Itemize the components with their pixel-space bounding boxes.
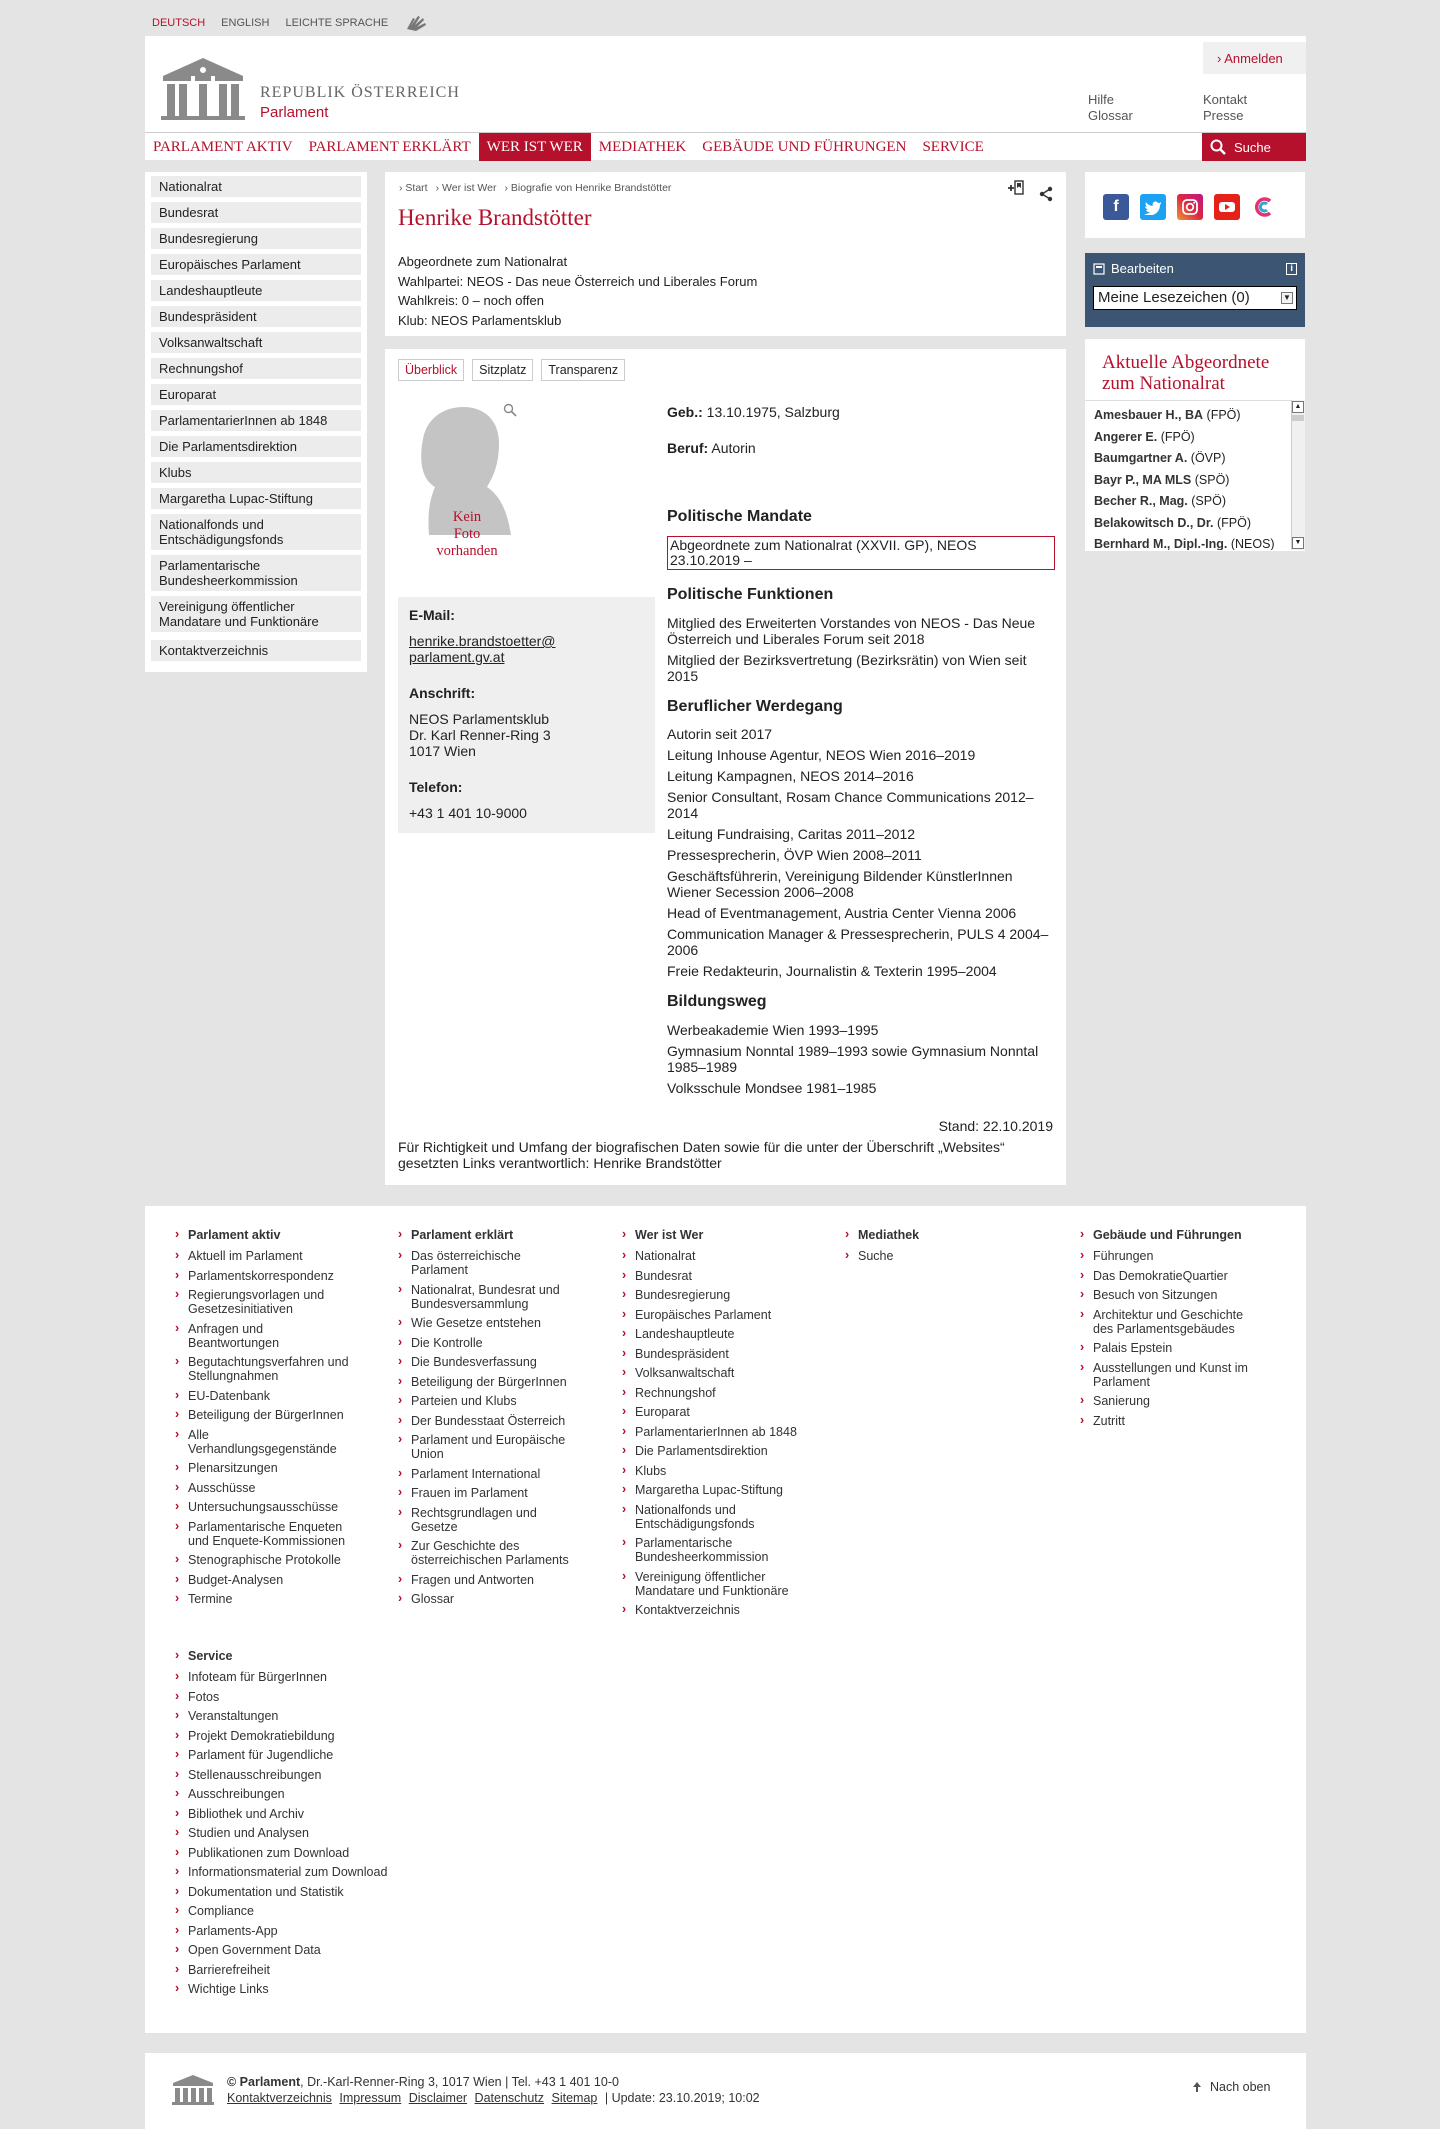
- list-item[interactable]: [1085, 448, 1305, 470]
- parliament-small-logo-icon: [171, 2073, 215, 2105]
- footer-link[interactable]: › Fotos: [175, 1690, 415, 1704]
- list-item[interactable]: [1085, 427, 1305, 449]
- footer-link[interactable]: › Nationalfonds und Entschädigungsfonds: [622, 1503, 802, 1531]
- twitter-icon[interactable]: [1140, 194, 1166, 220]
- birth-label: Geb.:: [667, 404, 703, 420]
- footer-link[interactable]: › Parlamentarische Bundesheerkommission: [622, 1536, 802, 1564]
- footer-link[interactable]: › Begutachtungsverfahren und Stellungnahmen: [175, 1355, 355, 1383]
- footer-link[interactable]: › Die Parlamentsdirektion: [622, 1444, 802, 1458]
- address-line2: Dr. Karl Renner-Ring 3: [409, 727, 551, 743]
- mediathek-app-icon[interactable]: [1251, 194, 1277, 220]
- sidebar-item-parlamentarier[interactable]: ParlamentarierInnen ab 1848: [151, 410, 361, 431]
- footer-link[interactable]: › Projekt Demokratiebildung: [175, 1729, 415, 1743]
- person-club: Klub: NEOS Parlamentsklub: [398, 312, 562, 328]
- footer-link[interactable]: › Untersuchungsausschüsse: [175, 1500, 355, 1514]
- member-name: Baumgartner A.: [1094, 451, 1188, 465]
- bookmarks-select[interactable]: [1093, 286, 1297, 310]
- email-part1: henrike.brandstoetter@: [409, 633, 556, 649]
- header-links-right: [1203, 92, 1247, 124]
- footer-link-sitemap[interactable]: Sitemap: [551, 2091, 598, 2105]
- bottom-info: [227, 2074, 760, 2106]
- footer-link[interactable]: › Budget-Analysen: [175, 1573, 355, 1587]
- sidebar-item-volksanwaltschaft[interactable]: Volksanwaltschaft: [151, 332, 361, 353]
- list-item-line: Communication Manager & Pressesprecherin, PULS 4 2004–: [667, 926, 1049, 942]
- list-item-line: Pressesprecherin, ÖVP Wien 2008–2011: [667, 847, 922, 863]
- sidebar-item-nationalfonds[interactable]: Nationalfonds und Entschädigungsfonds: [151, 514, 361, 550]
- footer-link[interactable]: › Landeshauptleute: [622, 1327, 802, 1341]
- list-item: [667, 789, 1057, 821]
- search-button[interactable]: [1202, 133, 1306, 161]
- footer-link[interactable]: › Bundesrat: [622, 1269, 802, 1283]
- list-item-line: 1985–1989: [667, 1059, 738, 1075]
- member-name: Angerer E.: [1094, 429, 1158, 444]
- footer-link[interactable]: › Frauen im Parlament: [398, 1486, 578, 1500]
- press-link[interactable]: Presse: [1203, 108, 1244, 123]
- tab-transparenz[interactable]: Transparenz: [541, 359, 625, 381]
- disclaimer-line2: gesetzten Links verantwortlich: Henrike Brandstötter: [398, 1155, 722, 1171]
- footer-link[interactable]: › Die Bundesverfassung: [398, 1355, 578, 1369]
- mandate-line1: Abgeordnete zum Nationalrat (XXVII. GP), NEOS: [670, 537, 977, 553]
- members-title: [1085, 339, 1305, 394]
- members-title-line2: zum Nationalrat: [1102, 373, 1225, 394]
- arrow-up-icon: [1192, 2081, 1202, 2093]
- member-name: Becher R., Mag.: [1094, 494, 1188, 508]
- mandate-line2: 23.10.2019 –: [670, 552, 752, 568]
- logo-title: REPUBLIK ÖSTERREICH: [260, 84, 460, 101]
- list-item-line: Head of Eventmanagement, Austria Center Vienna 2006: [667, 905, 1017, 921]
- update-date: | Update: 23.10.2019; 10:02: [604, 2091, 760, 2105]
- footer-link-kontaktverzeichnis[interactable]: Kontaktverzeichnis: [227, 2091, 332, 2105]
- members-list[interactable]: [1085, 400, 1305, 550]
- footer-heading[interactable]: › Mediathek: [845, 1228, 1025, 1242]
- footer-link[interactable]: › Europäisches Parlament: [622, 1308, 802, 1322]
- list-item-line: 2014: [667, 805, 699, 821]
- footer-link[interactable]: › Kontaktverzeichnis: [622, 1603, 802, 1617]
- zoom-icon[interactable]: [503, 403, 517, 417]
- scroll-up-icon[interactable]: ▲: [1292, 401, 1304, 413]
- education-heading: Bildungsweg: [667, 993, 767, 1010]
- footer-link[interactable]: › Sanierung: [1080, 1394, 1260, 1408]
- footer-col-gebaeude: [1080, 1228, 1260, 1433]
- address-value: [409, 711, 644, 759]
- person-party: Wahlpartei: NEOS - Das neue Österreich und Liberales Forum: [398, 273, 758, 289]
- footer-heading[interactable]: › Parlament erklärt: [398, 1228, 578, 1242]
- footer-link[interactable]: › Parlamentskorrespondenz: [175, 1269, 355, 1283]
- lang-deutsch[interactable]: DEUTSCH: [152, 17, 206, 29]
- breadcrumb-start[interactable]: › Start: [399, 182, 428, 194]
- footer-link[interactable]: › Stenographische Protokolle: [175, 1553, 355, 1567]
- member-party: (ÖVP): [1190, 451, 1226, 465]
- login-button[interactable]: [1203, 42, 1306, 74]
- login-label: Anmelden: [1224, 51, 1283, 66]
- page-title: Henrike Brandstötter: [398, 205, 592, 230]
- member-name: Bayr P., MA MLS: [1094, 472, 1192, 487]
- info-icon[interactable]: i: [1286, 263, 1297, 275]
- nav-service[interactable]: SERVICE: [922, 138, 984, 155]
- footer-heading[interactable]: › Gebäude und Führungen: [1080, 1228, 1260, 1242]
- footer-link[interactable]: › Veranstaltungen: [175, 1709, 415, 1723]
- footer-link[interactable]: › Suche: [845, 1249, 1025, 1263]
- footer-link[interactable]: › EU-Datenbank: [175, 1389, 355, 1403]
- list-item: [667, 1022, 1057, 1038]
- footer-heading[interactable]: › Service: [175, 1649, 415, 1663]
- list-item-line: Österreich und Liberales Forum seit 2018: [667, 631, 925, 647]
- footer-link[interactable]: › Parlament International: [398, 1467, 578, 1481]
- member-party: (FPÖ): [1160, 429, 1195, 444]
- nav-wer-ist-wer[interactable]: WER IST WER: [479, 133, 591, 161]
- logo-subtitle: Parlament: [260, 104, 329, 121]
- scrollbar-thumb[interactable]: [1292, 415, 1304, 421]
- sidebar-item-rechnungshof[interactable]: Rechnungshof: [151, 358, 361, 379]
- list-item-line: Leitung Inhouse Agentur, NEOS Wien 2016–2019: [667, 747, 976, 763]
- sidebar-item-landeshauptleute[interactable]: Landeshauptleute: [151, 280, 361, 301]
- language-bar: [152, 14, 430, 32]
- footer-heading[interactable]: › Wer ist Wer: [622, 1228, 802, 1242]
- sidebar-item-bundesheerkommission[interactable]: Parlamentarische Bundesheerkommission: [151, 555, 361, 591]
- breadcrumb: [399, 182, 671, 194]
- footer-link[interactable]: › Compliance: [175, 1904, 415, 1918]
- sidebar-item-bundespraesident[interactable]: Bundespräsident: [151, 306, 361, 327]
- footer-link[interactable]: › Bibliothek und Archiv: [175, 1807, 415, 1821]
- sidebar-item-eu-parlament[interactable]: Europäisches Parlament: [151, 254, 361, 275]
- footer-link[interactable]: › Fragen und Antworten: [398, 1573, 578, 1587]
- footer-link[interactable]: › Barrierefreiheit: [175, 1963, 415, 1977]
- sidebar-item-bundesrat[interactable]: Bundesrat: [151, 202, 361, 223]
- footer-link[interactable]: › Parlamentarische Enqueten und Enquete-Kommissionen: [175, 1520, 355, 1548]
- person-role: Abgeordnete zum Nationalrat: [398, 254, 568, 269]
- mandate-item: [667, 536, 1055, 570]
- glossary-link[interactable]: Glossar: [1088, 108, 1133, 123]
- list-item-line: Geschäftsführerin, Vereinigung Bildender KünstlerInnen: [667, 868, 1013, 884]
- nav-gebaeude[interactable]: GEBÄUDE UND FÜHRUNGEN: [702, 138, 907, 155]
- help-link[interactable]: Hilfe: [1088, 92, 1115, 107]
- profile-photo-placeholder[interactable]: [407, 399, 527, 559]
- list-item: [667, 747, 1057, 763]
- list-item-line: Freie Redakteurin, Journalistin & Texterin 1995–2004: [667, 963, 997, 979]
- list-item-line: Gymnasium Nonntal 1989–1993 sowie Gymnasium Nonntal: [667, 1043, 1039, 1059]
- list-item: [667, 1043, 1057, 1075]
- list-item[interactable]: [1085, 405, 1305, 427]
- tab-sitzplatz[interactable]: Sitzplatz: [472, 359, 533, 381]
- footer-link[interactable]: › Wichtige Links: [175, 1982, 415, 1996]
- footer-col-parlament-erklaert: [398, 1228, 578, 1612]
- youtube-icon[interactable]: [1214, 194, 1240, 220]
- list-item-line: Leitung Fundraising, Caritas 2011–2012: [667, 826, 916, 842]
- footer-link[interactable]: › Klubs: [622, 1464, 802, 1478]
- footer-col-mediathek: [845, 1228, 1025, 1269]
- address-label: Anschrift:: [409, 685, 476, 701]
- copyright: © Parlament: [227, 2075, 301, 2089]
- sidebar-item-vereinigung[interactable]: Vereinigung öffentlicher Mandatare und Funktionäre: [151, 596, 361, 632]
- email-part2: parlament.gv.at: [409, 649, 505, 665]
- scroll-down-icon[interactable]: ▼: [1292, 537, 1304, 549]
- list-item-line: 2015: [667, 668, 699, 684]
- nav-parlament-erklaert[interactable]: PARLAMENT ERKLÄRT: [308, 138, 471, 155]
- job-label: Beruf:: [667, 440, 709, 456]
- list-item-line: Mitglied des Erweiterten Vorstandes von NEOS - Das Neue: [667, 615, 1036, 631]
- bookmarks-select-value: Meine Lesezeichen (0): [1098, 289, 1250, 306]
- edit-icon: [1093, 263, 1105, 275]
- footer-link[interactable]: › Palais Epstein: [1080, 1341, 1260, 1355]
- footer-link[interactable]: › Volksanwaltschaft: [622, 1366, 802, 1380]
- footer-link[interactable]: › Glossar: [398, 1592, 578, 1606]
- footer-link[interactable]: › Publikationen zum Download: [175, 1846, 415, 1860]
- sidebar-item-lupac[interactable]: Margaretha Lupac-Stiftung: [151, 488, 361, 509]
- left-sidebar: [145, 172, 367, 672]
- footer-sitemap: [145, 1206, 1306, 2033]
- no-photo-line1: Kein: [452, 509, 482, 525]
- header-links-left: [1088, 92, 1133, 124]
- footer-link[interactable]: › Stellenausschreibungen: [175, 1768, 415, 1782]
- footer-link[interactable]: › Open Government Data: [175, 1943, 415, 1957]
- list-item-line: Mitglied der Bezirksvertretung (Bezirksrätin) von Wien seit: [667, 652, 1027, 668]
- no-photo-line2: Foto: [453, 526, 481, 542]
- footer-col-parlament-aktiv: [175, 1228, 355, 1612]
- sidebar-item-kontaktverzeichnis[interactable]: Kontaktverzeichnis: [151, 640, 361, 661]
- footer-link[interactable]: › Regierungsvorlagen und Gesetzesinitiativen: [175, 1288, 355, 1316]
- footer-link[interactable]: › Informationsmaterial zum Download: [175, 1865, 415, 1879]
- site-header: [145, 36, 1306, 160]
- footer-link[interactable]: › Die Kontrolle: [398, 1336, 578, 1350]
- breadcrumb-wer-ist-wer[interactable]: › Wer ist Wer: [436, 182, 497, 194]
- back-to-top-link[interactable]: [1192, 2080, 1270, 2094]
- list-item: [667, 1080, 1057, 1096]
- no-photo-text: [407, 509, 527, 560]
- footer-link[interactable]: › Margaretha Lupac-Stiftung: [622, 1483, 802, 1497]
- education-list: [667, 1022, 1057, 1101]
- list-item-line: Volksschule Mondsee 1981–1985: [667, 1080, 877, 1096]
- disclaimer-line1: Für Richtigkeit und Umfang der biografischen Daten sowie für die unter der Überschrift „Websites“: [398, 1139, 1005, 1155]
- footer-link[interactable]: › Parteien und Klubs: [398, 1394, 578, 1408]
- list-item: [667, 652, 1057, 684]
- list-item-line: Autorin seit 2017: [667, 726, 773, 742]
- chevron-right-icon: ›: [1217, 51, 1222, 66]
- stand-date: Stand: 22.10.2019: [938, 1118, 1053, 1134]
- bookmarks-panel: [1085, 253, 1305, 327]
- footer-link[interactable]: › Beteiligung der BürgerInnen: [398, 1375, 578, 1389]
- member-name: Bernhard M., Dipl.-Ing.: [1094, 537, 1228, 550]
- footer-link[interactable]: › Ausschreibungen: [175, 1787, 415, 1801]
- footer-heading[interactable]: › Parlament aktiv: [175, 1228, 355, 1242]
- list-item: [667, 868, 1057, 900]
- sidebar-item-bundesregierung[interactable]: Bundesregierung: [151, 228, 361, 249]
- sidebar-item-parlamentsdirektion[interactable]: Die Parlamentsdirektion: [151, 436, 361, 457]
- footer-link-datenschutz[interactable]: Datenschutz: [474, 2091, 545, 2105]
- bookmarks-title: Bearbeiten: [1111, 261, 1174, 276]
- footer-link[interactable]: › Europarat: [622, 1405, 802, 1419]
- sign-language-icon[interactable]: [404, 14, 430, 32]
- footer-link-impressum[interactable]: Impressum: [339, 2091, 402, 2105]
- footer-link[interactable]: › Vereinigung öffentlicher Mandatare und Funktionäre: [622, 1570, 802, 1598]
- footer-link[interactable]: › Ausstellungen und Kunst im Parlament: [1080, 1361, 1260, 1389]
- current-members-panel: [1085, 339, 1305, 551]
- detail-tabs: [398, 359, 625, 381]
- back-to-top-label: Nach oben: [1210, 2080, 1271, 2094]
- footer-col-wer-ist-wer: [622, 1228, 802, 1623]
- footer-link[interactable]: › Rechtsgrundlagen und Gesetze: [398, 1506, 578, 1534]
- footer-link[interactable]: › Dokumentation und Statistik: [175, 1885, 415, 1899]
- footer-link[interactable]: › Termine: [175, 1592, 355, 1606]
- contact-box: [398, 597, 655, 833]
- footer-link[interactable]: › ParlamentarierInnen ab 1848: [622, 1425, 802, 1439]
- list-item: [667, 847, 1057, 863]
- footer-link[interactable]: › Parlament für Jugendliche: [175, 1748, 415, 1762]
- footer-link[interactable]: › Besuch von Sitzungen: [1080, 1288, 1260, 1302]
- mandate-heading: Politische Mandate: [667, 508, 812, 525]
- list-item[interactable]: [1085, 470, 1305, 492]
- lang-english[interactable]: ENGLISH: [221, 17, 270, 29]
- sidebar-item-klubs[interactable]: Klubs: [151, 462, 361, 483]
- lang-easy[interactable]: LEICHTE SPRACHE: [285, 17, 389, 29]
- no-photo-line3: vorhanden: [436, 543, 498, 559]
- list-item: [667, 768, 1057, 784]
- parliament-logo-icon[interactable]: [159, 54, 247, 120]
- list-item[interactable]: [1085, 534, 1305, 550]
- person-summary: [398, 252, 757, 330]
- career-heading: Beruflicher Werdegang: [667, 698, 843, 715]
- list-item: [667, 726, 1057, 742]
- footer-link[interactable]: › Bundespräsident: [622, 1347, 802, 1361]
- social-links: [1085, 172, 1305, 238]
- functions-list: [667, 615, 1057, 689]
- footer-link[interactable]: › Infoteam für BürgerInnen: [175, 1670, 415, 1684]
- list-item-line: Werbeakademie Wien 1993–1995: [667, 1022, 879, 1038]
- list-item[interactable]: [1085, 513, 1305, 535]
- members-title-line1: Aktuelle Abgeordnete: [1102, 352, 1270, 373]
- footer-link[interactable]: › Zutritt: [1080, 1414, 1260, 1428]
- list-item-line: 2006: [667, 942, 699, 958]
- footer-link[interactable]: › Zur Geschichte des österreichischen Parlaments: [398, 1539, 578, 1567]
- footer-link[interactable]: › Wie Gesetze entstehen: [398, 1316, 578, 1330]
- list-item: [667, 926, 1057, 958]
- bottom-address: , Dr.-Karl-Renner-Ring 3, 1017 Wien | Tel. +43 1 401 10-0: [300, 2075, 619, 2089]
- breadcrumb-current: › Biografie von Henrike Brandstötter: [504, 182, 671, 194]
- footer-link[interactable]: › Beteiligung der BürgerInnen: [175, 1408, 355, 1422]
- member-name: Amesbauer H., BA: [1094, 408, 1204, 422]
- bottom-bar: [145, 2053, 1306, 2129]
- email-link[interactable]: [409, 633, 644, 665]
- job-info: [667, 440, 756, 456]
- member-party: (FPÖ): [1206, 408, 1241, 422]
- member-party: (NEOS): [1230, 537, 1275, 550]
- footer-link[interactable]: › Architektur und Geschichte des Parlamentsgebäudes: [1080, 1308, 1260, 1336]
- search-icon: [1210, 139, 1226, 155]
- chevron-down-icon: ▼: [1281, 292, 1293, 304]
- person-header-card: [385, 172, 1066, 336]
- main-nav: [145, 132, 1306, 160]
- list-item-line: Senior Consultant, Rosam Chance Communications 2012–: [667, 789, 1034, 805]
- list-item-line: Wiener Secession 2006–2008: [667, 884, 854, 900]
- footer-link[interactable]: › Bundesregierung: [622, 1288, 802, 1302]
- job-value: Autorin: [711, 440, 756, 456]
- footer-link[interactable]: › Anfragen und Beantwortungen: [175, 1322, 355, 1350]
- footer-link[interactable]: › Parlaments-App: [175, 1924, 415, 1938]
- bookmarks-header: [1093, 261, 1297, 276]
- list-item-line: Leitung Kampagnen, NEOS 2014–2016: [667, 768, 914, 784]
- member-party: (SPÖ): [1194, 472, 1230, 487]
- list-item: [667, 826, 1057, 842]
- member-party: (SPÖ): [1191, 494, 1226, 508]
- list-item: [667, 905, 1057, 921]
- footer-link[interactable]: › Ausschüsse: [175, 1481, 355, 1495]
- footer-col-service: [175, 1649, 415, 2002]
- address-line3: 1017 Wien: [409, 743, 476, 759]
- footer-link[interactable]: › Rechnungshof: [622, 1386, 802, 1400]
- footer-link[interactable]: › Parlament und Europäische Union: [398, 1433, 578, 1461]
- facebook-icon[interactable]: f: [1103, 194, 1129, 220]
- phone-label: Telefon:: [409, 779, 463, 795]
- person-district: Wahlkreis: 0 – noch offen: [398, 293, 544, 308]
- address-line1: NEOS Parlamentsklub: [409, 711, 550, 727]
- bookmark-add-icon[interactable]: [1007, 180, 1025, 196]
- birth-info: [667, 404, 840, 420]
- footer-link[interactable]: › Führungen: [1080, 1249, 1260, 1263]
- members-scrollbar[interactable]: [1291, 400, 1305, 550]
- instagram-icon[interactable]: [1177, 194, 1203, 220]
- footer-link[interactable]: › Aktuell im Parlament: [175, 1249, 355, 1263]
- footer-link[interactable]: › Das DemokratieQuartier: [1080, 1269, 1260, 1283]
- disclaimer-text: [398, 1139, 1005, 1171]
- career-list: [667, 726, 1057, 984]
- sidebar-item-nationalrat[interactable]: Nationalrat: [151, 176, 361, 197]
- member-name: Belakowitsch D., Dr.: [1094, 515, 1214, 530]
- email-label: E-Mail:: [409, 607, 455, 623]
- footer-link[interactable]: › Nationalrat, Bundesrat und Bundesversammlung: [398, 1283, 578, 1311]
- functions-heading: Politische Funktionen: [667, 586, 834, 603]
- birth-value: 13.10.1975, Salzburg: [706, 404, 840, 420]
- list-item[interactable]: [1085, 491, 1305, 513]
- contact-link[interactable]: Kontakt: [1203, 92, 1248, 107]
- footer-link-disclaimer[interactable]: Disclaimer: [408, 2091, 468, 2105]
- share-icon[interactable]: [1038, 186, 1054, 202]
- nav-mediathek[interactable]: MEDIATHEK: [598, 138, 687, 155]
- footer-link[interactable]: › Alle Verhandlungsgegenstände: [175, 1428, 355, 1456]
- nav-parlament-aktiv[interactable]: PARLAMENT AKTIV: [153, 138, 293, 155]
- list-item: [667, 963, 1057, 979]
- list-item: [667, 615, 1057, 647]
- sidebar-item-europarat[interactable]: Europarat: [151, 384, 361, 405]
- phone-value: +43 1 401 10-9000: [409, 805, 527, 821]
- footer-link[interactable]: › Plenarsitzungen: [175, 1461, 355, 1475]
- search-label: Suche: [1234, 139, 1271, 155]
- footer-link[interactable]: › Studien und Analysen: [175, 1826, 415, 1840]
- footer-link[interactable]: › Nationalrat: [622, 1249, 802, 1263]
- footer-link[interactable]: › Der Bundesstaat Österreich: [398, 1414, 578, 1428]
- footer-link[interactable]: › Das österreichische Parlament: [398, 1249, 578, 1277]
- tab-ueberblick[interactable]: Überblick: [398, 359, 464, 381]
- member-party: (FPÖ): [1216, 515, 1251, 530]
- person-detail-card: [385, 349, 1066, 1185]
